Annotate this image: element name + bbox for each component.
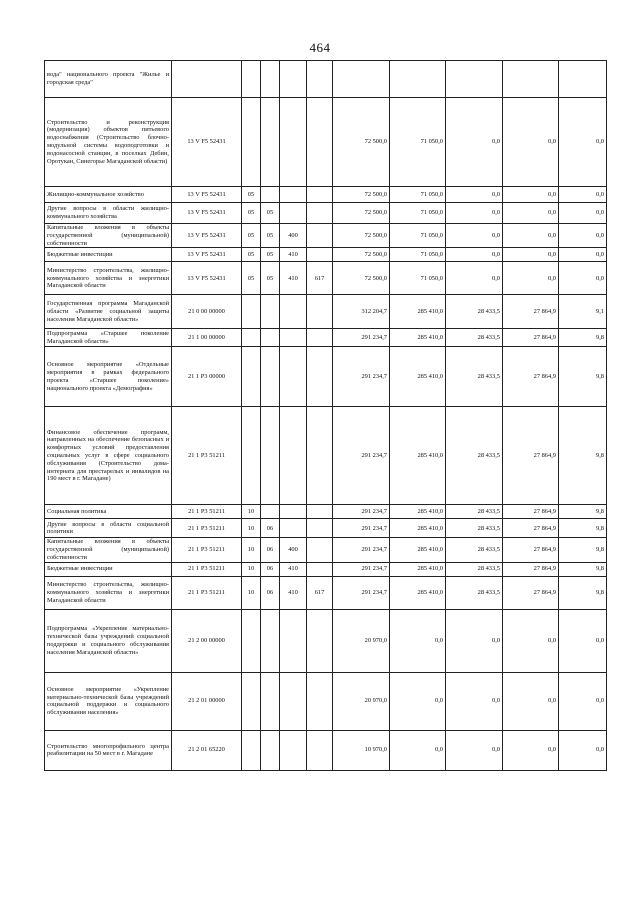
row-value-5: 0,0 xyxy=(559,730,607,770)
row-code xyxy=(172,61,242,98)
table-row xyxy=(45,98,607,187)
row-value-3: 0,0 xyxy=(446,224,503,248)
row-grbs xyxy=(307,203,333,224)
row-value-1: 72 500,0 xyxy=(333,98,390,187)
row-name: Финансовое обеспечение программ, направленных на обеспечение безопасных и комфортных условий предоставления социальных услуг в сфере социального обслуживания (Строительство дома-интерната для престарелых и инвалидов на 190 мест в г. Магадане) xyxy=(45,407,172,505)
row-value-4: 0,0 xyxy=(503,98,559,187)
row-grbs xyxy=(307,248,333,262)
table-row xyxy=(45,576,607,609)
row-value-5: 0,0 xyxy=(559,203,607,224)
table-row xyxy=(45,248,607,262)
row-value-2: 71 050,0 xyxy=(390,187,446,203)
table-row xyxy=(45,224,607,248)
row-name: Капитальные вложения в объекты государственной (муниципальной) собственности xyxy=(45,224,172,248)
row-expense-type: 400 xyxy=(280,538,307,562)
row-section xyxy=(242,98,261,187)
row-value-2: 285 410,0 xyxy=(390,562,446,576)
row-value-5: 0,0 xyxy=(559,187,607,203)
row-grbs xyxy=(307,98,333,187)
row-subsection: 06 xyxy=(261,562,280,576)
row-subsection: 06 xyxy=(261,538,280,562)
row-section: 10 xyxy=(242,505,261,519)
row-subsection xyxy=(261,730,280,770)
row-subsection xyxy=(261,672,280,730)
row-value-3: 0,0 xyxy=(446,730,503,770)
row-section: 05 xyxy=(242,224,261,248)
row-subsection: 05 xyxy=(261,203,280,224)
row-value-4: 0,0 xyxy=(503,248,559,262)
table-row xyxy=(45,187,607,203)
row-value-1: 291 234,7 xyxy=(333,407,390,505)
row-code: 21 1 P3 51211 xyxy=(172,576,242,609)
row-value-5: 0,0 xyxy=(559,248,607,262)
row-code: 21 0 00 00000 xyxy=(172,295,242,329)
table-row xyxy=(45,262,607,295)
table-row xyxy=(45,347,607,407)
row-code: 21 2 01 00000 xyxy=(172,672,242,730)
row-expense-type xyxy=(280,61,307,98)
row-value-2: 0,0 xyxy=(390,672,446,730)
row-subsection xyxy=(261,347,280,407)
row-grbs xyxy=(307,562,333,576)
row-code: 13 V F5 52431 xyxy=(172,187,242,203)
row-code: 21 1 00 00000 xyxy=(172,329,242,347)
row-value-1: 291 234,7 xyxy=(333,576,390,609)
table-row xyxy=(45,203,607,224)
row-value-5 xyxy=(559,61,607,98)
row-value-4: 0,0 xyxy=(503,224,559,248)
row-subsection xyxy=(261,187,280,203)
row-value-5: 9,8 xyxy=(559,347,607,407)
row-expense-type xyxy=(280,730,307,770)
table-row xyxy=(45,519,607,538)
row-value-4: 27 864,9 xyxy=(503,538,559,562)
row-subsection xyxy=(261,61,280,98)
table-row xyxy=(45,730,607,770)
row-expense-type xyxy=(280,295,307,329)
row-section xyxy=(242,295,261,329)
row-expense-type xyxy=(280,609,307,672)
row-section xyxy=(242,347,261,407)
page-number: 464 xyxy=(309,40,331,55)
row-grbs xyxy=(307,505,333,519)
row-grbs xyxy=(307,347,333,407)
row-name: Министерство строительства, жилищно-коммунального хозяйства и энергетики Магаданской области xyxy=(45,262,172,295)
row-code: 21 2 01 65220 xyxy=(172,730,242,770)
row-value-1: 291 234,7 xyxy=(333,505,390,519)
row-value-4: 0,0 xyxy=(503,609,559,672)
row-value-4: 27 864,9 xyxy=(503,562,559,576)
table-row xyxy=(45,538,607,562)
row-expense-type xyxy=(280,505,307,519)
row-expense-type xyxy=(280,187,307,203)
row-value-1: 312 204,7 xyxy=(333,295,390,329)
row-value-1: 10 970,0 xyxy=(333,730,390,770)
row-expense-type xyxy=(280,672,307,730)
row-expense-type xyxy=(280,329,307,347)
row-name: Бюджетные инвестиции xyxy=(45,248,172,262)
row-expense-type xyxy=(280,203,307,224)
row-grbs xyxy=(307,672,333,730)
row-subsection xyxy=(261,407,280,505)
row-value-3: 0,0 xyxy=(446,98,503,187)
row-code: 21 1 P3 51211 xyxy=(172,562,242,576)
row-value-4: 0,0 xyxy=(503,187,559,203)
row-expense-type: 410 xyxy=(280,576,307,609)
row-code: 13 V F5 52431 xyxy=(172,262,242,295)
row-name: вода" национального проекта "Жилье и городская среда" xyxy=(45,61,172,98)
row-value-5: 0,0 xyxy=(559,609,607,672)
row-expense-type: 410 xyxy=(280,562,307,576)
row-grbs xyxy=(307,187,333,203)
row-subsection: 06 xyxy=(261,519,280,538)
row-code: 13 V F5 52431 xyxy=(172,98,242,187)
row-value-5: 0,0 xyxy=(559,98,607,187)
row-name: Строительство и реконструкция (модернизация) объектов питьевого водоснабжения (Строительство блочно-модульной системы водоподготовки и водонасосной станции, в поселках Дебин, Оротукан, Синегорье Магаданской области) xyxy=(45,98,172,187)
row-subsection xyxy=(261,295,280,329)
table-row xyxy=(45,295,607,329)
row-grbs xyxy=(307,295,333,329)
row-value-1: 291 234,7 xyxy=(333,519,390,538)
row-code: 21 1 P3 51211 xyxy=(172,519,242,538)
row-value-3: 0,0 xyxy=(446,262,503,295)
row-value-5: 9,8 xyxy=(559,519,607,538)
row-name: Подпрограмма «Укрепление материально-технической базы учреждений социальной поддержки и социального обслуживания населения Магаданской области» xyxy=(45,609,172,672)
row-value-3: 28 433,5 xyxy=(446,329,503,347)
row-name: Подпрограмма «Старшее поколение Магаданской области» xyxy=(45,329,172,347)
row-value-2: 71 050,0 xyxy=(390,203,446,224)
row-value-4: 27 864,9 xyxy=(503,407,559,505)
row-section xyxy=(242,609,261,672)
row-value-2: 0,0 xyxy=(390,730,446,770)
row-name: Жилищно-коммунальное хозяйство xyxy=(45,187,172,203)
row-value-5: 0,0 xyxy=(559,262,607,295)
row-value-2: 285 410,0 xyxy=(390,407,446,505)
row-expense-type xyxy=(280,407,307,505)
table-row xyxy=(45,562,607,576)
row-value-3: 0,0 xyxy=(446,203,503,224)
row-value-1: 291 234,7 xyxy=(333,562,390,576)
row-grbs: 617 xyxy=(307,262,333,295)
row-grbs: 617 xyxy=(307,576,333,609)
row-grbs xyxy=(307,538,333,562)
row-value-4: 27 864,9 xyxy=(503,576,559,609)
row-code: 13 V F5 52431 xyxy=(172,203,242,224)
row-name: Другие вопросы в области жилищно-коммунального хозяйства xyxy=(45,203,172,224)
table-row xyxy=(45,61,607,98)
row-subsection xyxy=(261,98,280,187)
row-value-2: 285 410,0 xyxy=(390,329,446,347)
row-value-2: 285 410,0 xyxy=(390,505,446,519)
row-name: Государственная программа Магаданской области «Развитие социальной защиты населения Магаданской области» xyxy=(45,295,172,329)
row-value-5: 9,8 xyxy=(559,576,607,609)
row-section xyxy=(242,672,261,730)
row-code: 21 1 P3 51211 xyxy=(172,407,242,505)
row-value-3: 28 433,5 xyxy=(446,519,503,538)
row-value-4: 0,0 xyxy=(503,262,559,295)
row-value-3: 28 433,5 xyxy=(446,407,503,505)
row-expense-type: 410 xyxy=(280,248,307,262)
row-value-5: 9,1 xyxy=(559,295,607,329)
row-value-3: 0,0 xyxy=(446,248,503,262)
row-value-3: 0,0 xyxy=(446,187,503,203)
row-subsection: 06 xyxy=(261,576,280,609)
row-value-5: 9,8 xyxy=(559,505,607,519)
row-section: 05 xyxy=(242,262,261,295)
row-section: 05 xyxy=(242,187,261,203)
row-code: 21 1 P3 51211 xyxy=(172,538,242,562)
row-section: 05 xyxy=(242,203,261,224)
row-section xyxy=(242,61,261,98)
row-code: 13 V F5 52431 xyxy=(172,248,242,262)
row-value-4: 27 864,9 xyxy=(503,347,559,407)
row-value-1: 20 970,0 xyxy=(333,609,390,672)
row-value-4: 0,0 xyxy=(503,730,559,770)
row-value-5: 0,0 xyxy=(559,224,607,248)
row-value-1: 72 500,0 xyxy=(333,203,390,224)
row-value-3: 0,0 xyxy=(446,609,503,672)
row-value-1: 72 500,0 xyxy=(333,224,390,248)
row-name: Бюджетные инвестиции xyxy=(45,562,172,576)
row-name: Социальная политика xyxy=(45,505,172,519)
row-value-1: 72 500,0 xyxy=(333,262,390,295)
row-subsection xyxy=(261,609,280,672)
row-value-2 xyxy=(390,61,446,98)
row-section xyxy=(242,407,261,505)
row-grbs xyxy=(307,730,333,770)
row-name: Министерство строительства, жилищно-коммунального хозяйства и энергетики Магаданской области xyxy=(45,576,172,609)
row-grbs xyxy=(307,224,333,248)
row-name: Основное мероприятие «Укрепление материально-технической базы учреждений социальной поддержки и социального обслуживания населения» xyxy=(45,672,172,730)
row-value-1: 291 234,7 xyxy=(333,538,390,562)
row-value-2: 285 410,0 xyxy=(390,295,446,329)
row-subsection xyxy=(261,329,280,347)
row-value-2: 285 410,0 xyxy=(390,576,446,609)
row-expense-type xyxy=(280,519,307,538)
row-value-4: 27 864,9 xyxy=(503,519,559,538)
row-value-1: 72 500,0 xyxy=(333,187,390,203)
row-value-2: 285 410,0 xyxy=(390,519,446,538)
row-value-2: 285 410,0 xyxy=(390,538,446,562)
budget-table-body xyxy=(45,61,607,771)
budget-table xyxy=(44,60,607,771)
row-value-2: 71 050,0 xyxy=(390,248,446,262)
row-value-3: 0,0 xyxy=(446,672,503,730)
row-value-2: 71 050,0 xyxy=(390,224,446,248)
row-subsection: 05 xyxy=(261,224,280,248)
row-value-3: 28 433,5 xyxy=(446,576,503,609)
row-section: 10 xyxy=(242,576,261,609)
row-value-4: 27 864,9 xyxy=(503,505,559,519)
row-name: Строительство многопрофильного центра реабилитации на 50 мест в г. Магадане xyxy=(45,730,172,770)
row-code: 21 2 00 00000 xyxy=(172,609,242,672)
row-value-2: 0,0 xyxy=(390,609,446,672)
row-value-1: 291 234,7 xyxy=(333,347,390,407)
row-value-5: 9,8 xyxy=(559,329,607,347)
row-section: 10 xyxy=(242,562,261,576)
row-value-4: 27 864,9 xyxy=(503,329,559,347)
row-value-2: 71 050,0 xyxy=(390,98,446,187)
row-code: 13 V F5 52431 xyxy=(172,224,242,248)
row-code: 21 1 P3 51211 xyxy=(172,505,242,519)
row-value-2: 285 410,0 xyxy=(390,347,446,407)
row-expense-type: 410 xyxy=(280,262,307,295)
table-row xyxy=(45,609,607,672)
row-value-4 xyxy=(503,61,559,98)
row-value-1: 20 970,0 xyxy=(333,672,390,730)
row-value-2: 71 050,0 xyxy=(390,262,446,295)
row-value-5: 9,8 xyxy=(559,538,607,562)
row-subsection: 05 xyxy=(261,262,280,295)
row-value-3: 28 433,5 xyxy=(446,505,503,519)
row-expense-type xyxy=(280,98,307,187)
row-value-1 xyxy=(333,61,390,98)
row-value-1: 72 500,0 xyxy=(333,248,390,262)
table-row xyxy=(45,329,607,347)
row-grbs xyxy=(307,61,333,98)
row-section xyxy=(242,730,261,770)
row-value-4: 0,0 xyxy=(503,203,559,224)
row-section xyxy=(242,329,261,347)
row-value-3: 28 433,5 xyxy=(446,562,503,576)
row-expense-type: 400 xyxy=(280,224,307,248)
row-value-5: 0,0 xyxy=(559,672,607,730)
table-row xyxy=(45,505,607,519)
row-value-4: 0,0 xyxy=(503,672,559,730)
row-value-3: 28 433,5 xyxy=(446,538,503,562)
row-grbs xyxy=(307,407,333,505)
row-value-3: 28 433,5 xyxy=(446,295,503,329)
row-value-1: 291 234,7 xyxy=(333,329,390,347)
row-grbs xyxy=(307,519,333,538)
row-value-4: 27 864,9 xyxy=(503,295,559,329)
row-subsection xyxy=(261,505,280,519)
row-name: Другие вопросы в области социальной политики xyxy=(45,519,172,538)
row-grbs xyxy=(307,329,333,347)
row-name: Капитальные вложения в объекты государственной (муниципальной) собственности xyxy=(45,538,172,562)
row-value-3: 28 433,5 xyxy=(446,347,503,407)
row-section: 05 xyxy=(242,248,261,262)
row-subsection: 05 xyxy=(261,248,280,262)
table-row xyxy=(45,407,607,505)
row-section: 10 xyxy=(242,538,261,562)
row-section: 10 xyxy=(242,519,261,538)
row-name: Основное мероприятие «Отдельные мероприятия в рамках федерального проекта «Старшее поколение» национального проекта «Демография» xyxy=(45,347,172,407)
row-expense-type xyxy=(280,347,307,407)
row-value-5: 9,8 xyxy=(559,562,607,576)
row-value-5: 9,8 xyxy=(559,407,607,505)
row-code: 21 1 P3 00000 xyxy=(172,347,242,407)
table-row xyxy=(45,672,607,730)
row-grbs xyxy=(307,609,333,672)
row-value-3 xyxy=(446,61,503,98)
